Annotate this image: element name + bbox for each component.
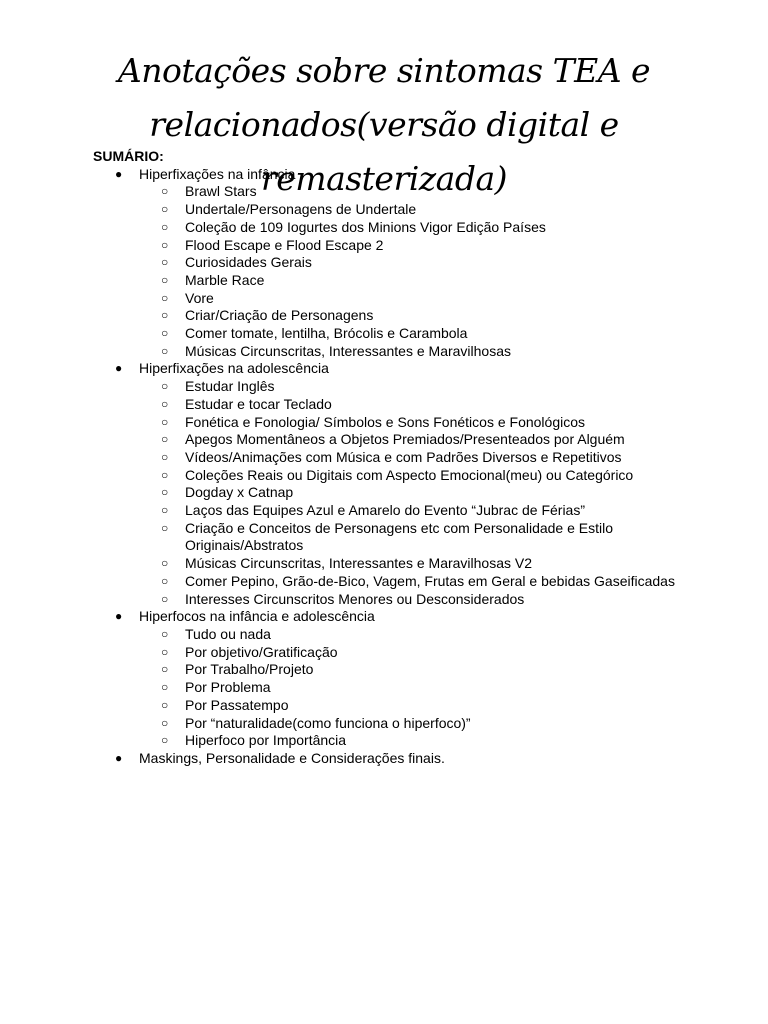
toc-subitem-label: Fonética e Fonologia/ Símbolos e Sons Fonéticos e Fonológicos bbox=[185, 413, 586, 430]
toc-section-label: Hiperfocos na infância e adolescência bbox=[139, 608, 375, 625]
toc-subitem-label: Coleções Reais ou Digitais com Aspecto Emocional(meu) ou Categórico bbox=[185, 466, 634, 483]
filled-bullet-icon: ● bbox=[115, 609, 123, 624]
filled-bullet-icon: ● bbox=[115, 750, 123, 765]
hollow-bullet-icon: ○ bbox=[161, 573, 169, 588]
toc-section bbox=[93, 750, 733, 768]
toc-subitem-label: Tudo ou nada bbox=[185, 625, 271, 642]
hollow-bullet-icon: ○ bbox=[161, 184, 169, 199]
toc-subitems bbox=[139, 378, 733, 608]
toc-subitem bbox=[139, 679, 733, 697]
hollow-bullet-icon: ○ bbox=[161, 697, 169, 712]
toc-subitem-label: Por Passatempo bbox=[185, 696, 289, 713]
hollow-bullet-icon: ○ bbox=[161, 591, 169, 606]
hollow-bullet-icon: ○ bbox=[161, 520, 169, 535]
toc-subitem-label: Laços das Equipes Azul e Amarelo do Evento “Jubrac de Férias” bbox=[185, 502, 585, 519]
toc-subitem bbox=[139, 449, 733, 467]
toc-subitem-label: Coleção de 109 Iogurtes dos Minions Vigor Edição Países bbox=[185, 218, 546, 235]
toc-subitem-label: Dogday x Catnap bbox=[185, 484, 294, 501]
toc-subitem bbox=[139, 573, 733, 591]
document-title: Anotações sobre sintomas TEA e relacionados(versão digital e remasterizada) bbox=[117, 51, 651, 198]
toc-subitem-label: Criação e Conceitos de Personagens etc com Personalidade e Estilo Originais/Abstratos bbox=[185, 519, 614, 554]
toc-subitem-label: Comer tomate, lentilha, Brócolis e Carambola bbox=[185, 325, 468, 342]
toc-subitem bbox=[139, 555, 733, 573]
toc-subitem bbox=[139, 626, 733, 644]
toc-subitem bbox=[139, 732, 733, 750]
toc-subitems bbox=[139, 626, 733, 750]
hollow-bullet-icon: ○ bbox=[161, 556, 169, 571]
toc-subitem-label: Por objetivo/Gratificação bbox=[185, 643, 338, 660]
hollow-bullet-icon: ○ bbox=[161, 733, 169, 748]
toc-subitem-label: Por Trabalho/Projeto bbox=[185, 661, 314, 678]
toc-subitem-label: Flood Escape e Flood Escape 2 bbox=[185, 236, 384, 253]
hollow-bullet-icon: ○ bbox=[161, 379, 169, 394]
toc-subitem bbox=[139, 290, 733, 308]
toc-section-label: Hiperfixações na adolescência bbox=[139, 360, 329, 377]
filled-bullet-icon: ● bbox=[115, 361, 123, 376]
toc-subitem bbox=[139, 661, 733, 679]
hollow-bullet-icon: ○ bbox=[161, 626, 169, 641]
hollow-bullet-icon: ○ bbox=[161, 308, 169, 323]
toc-subitem-label: Interesses Circunscritos Menores ou Desconsiderados bbox=[185, 590, 525, 607]
toc-subitem bbox=[139, 201, 733, 219]
hollow-bullet-icon: ○ bbox=[161, 343, 169, 358]
toc-subitem bbox=[139, 378, 733, 396]
toc-subitem bbox=[139, 431, 733, 449]
hollow-bullet-icon: ○ bbox=[161, 396, 169, 411]
toc-subitem-label: Apegos Momentâneos a Objetos Premiados/Presenteados por Alguém bbox=[185, 431, 625, 448]
hollow-bullet-icon: ○ bbox=[161, 467, 169, 482]
toc-section-label: Hiperfixações na infância bbox=[139, 165, 296, 182]
hollow-bullet-icon: ○ bbox=[161, 432, 169, 447]
hollow-bullet-icon: ○ bbox=[161, 680, 169, 695]
filled-bullet-icon: ● bbox=[115, 166, 123, 181]
toc-subitem bbox=[139, 219, 733, 237]
toc-subitem-label: Por Problema bbox=[185, 679, 271, 696]
hollow-bullet-icon: ○ bbox=[161, 290, 169, 305]
toc-subitem-label: Hiperfoco por Importância bbox=[185, 732, 347, 749]
toc-list bbox=[93, 166, 733, 768]
hollow-bullet-icon: ○ bbox=[161, 449, 169, 464]
table-of-contents bbox=[93, 148, 733, 768]
toc-subitem bbox=[139, 414, 733, 432]
toc-subitem-label: Músicas Circunscritas, Interessantes e Maravilhosas bbox=[185, 342, 512, 359]
toc-subitem bbox=[139, 343, 733, 361]
toc-subitem-label: Undertale/Personagens de Undertale bbox=[185, 201, 417, 218]
summary-label: SUMÁRIO: bbox=[93, 148, 164, 164]
hollow-bullet-icon: ○ bbox=[161, 202, 169, 217]
toc-subitem-label: Vídeos/Animações com Música e com Padrões Diversos e Repetitivos bbox=[185, 448, 622, 465]
toc-section bbox=[93, 166, 733, 361]
toc-section bbox=[93, 360, 733, 608]
toc-subitem bbox=[139, 644, 733, 662]
hollow-bullet-icon: ○ bbox=[161, 414, 169, 429]
toc-subitem bbox=[139, 237, 733, 255]
hollow-bullet-icon: ○ bbox=[161, 255, 169, 270]
toc-subitem-label: Músicas Circunscritas, Interessantes e Maravilhosas V2 bbox=[185, 555, 533, 572]
toc-subitem bbox=[139, 520, 733, 555]
toc-subitem bbox=[139, 591, 733, 609]
toc-subitem-label: Comer Pepino, Grão-de-Bico, Vagem, Frutas em Geral e bebidas Gaseificadas bbox=[185, 572, 675, 589]
toc-subitem bbox=[139, 502, 733, 520]
toc-subitem bbox=[139, 183, 733, 201]
toc-subitem bbox=[139, 396, 733, 414]
toc-section-label: Maskings, Personalidade e Considerações finais. bbox=[139, 749, 445, 766]
hollow-bullet-icon: ○ bbox=[161, 237, 169, 252]
toc-section bbox=[93, 608, 733, 750]
hollow-bullet-icon: ○ bbox=[161, 662, 169, 677]
hollow-bullet-icon: ○ bbox=[161, 715, 169, 730]
toc-subitem-label: Estudar e tocar Teclado bbox=[185, 395, 332, 412]
hollow-bullet-icon: ○ bbox=[161, 272, 169, 287]
toc-subitem-label: Estudar Inglês bbox=[185, 378, 275, 395]
toc-subitem-label: Curiosidades Gerais bbox=[185, 254, 312, 271]
toc-subitem-label: Por “naturalidade(como funciona o hiperfoco)” bbox=[185, 714, 471, 731]
toc-subitem bbox=[139, 254, 733, 272]
toc-subitems bbox=[139, 183, 733, 360]
hollow-bullet-icon: ○ bbox=[161, 503, 169, 518]
hollow-bullet-icon: ○ bbox=[161, 219, 169, 234]
hollow-bullet-icon: ○ bbox=[161, 326, 169, 341]
toc-subitem bbox=[139, 272, 733, 290]
hollow-bullet-icon: ○ bbox=[161, 485, 169, 500]
hollow-bullet-icon: ○ bbox=[161, 644, 169, 659]
toc-subitem-label: Brawl Stars bbox=[185, 183, 257, 200]
toc-subitem bbox=[139, 325, 733, 343]
toc-subitem bbox=[139, 467, 733, 485]
toc-subitem-label: Criar/Criação de Personagens bbox=[185, 307, 374, 324]
toc-subitem bbox=[139, 697, 733, 715]
toc-subitem bbox=[139, 715, 733, 733]
toc-subitem-label: Marble Race bbox=[185, 271, 265, 288]
toc-subitem bbox=[139, 307, 733, 325]
toc-subitem bbox=[139, 484, 733, 502]
toc-subitem-label: Vore bbox=[185, 289, 214, 306]
